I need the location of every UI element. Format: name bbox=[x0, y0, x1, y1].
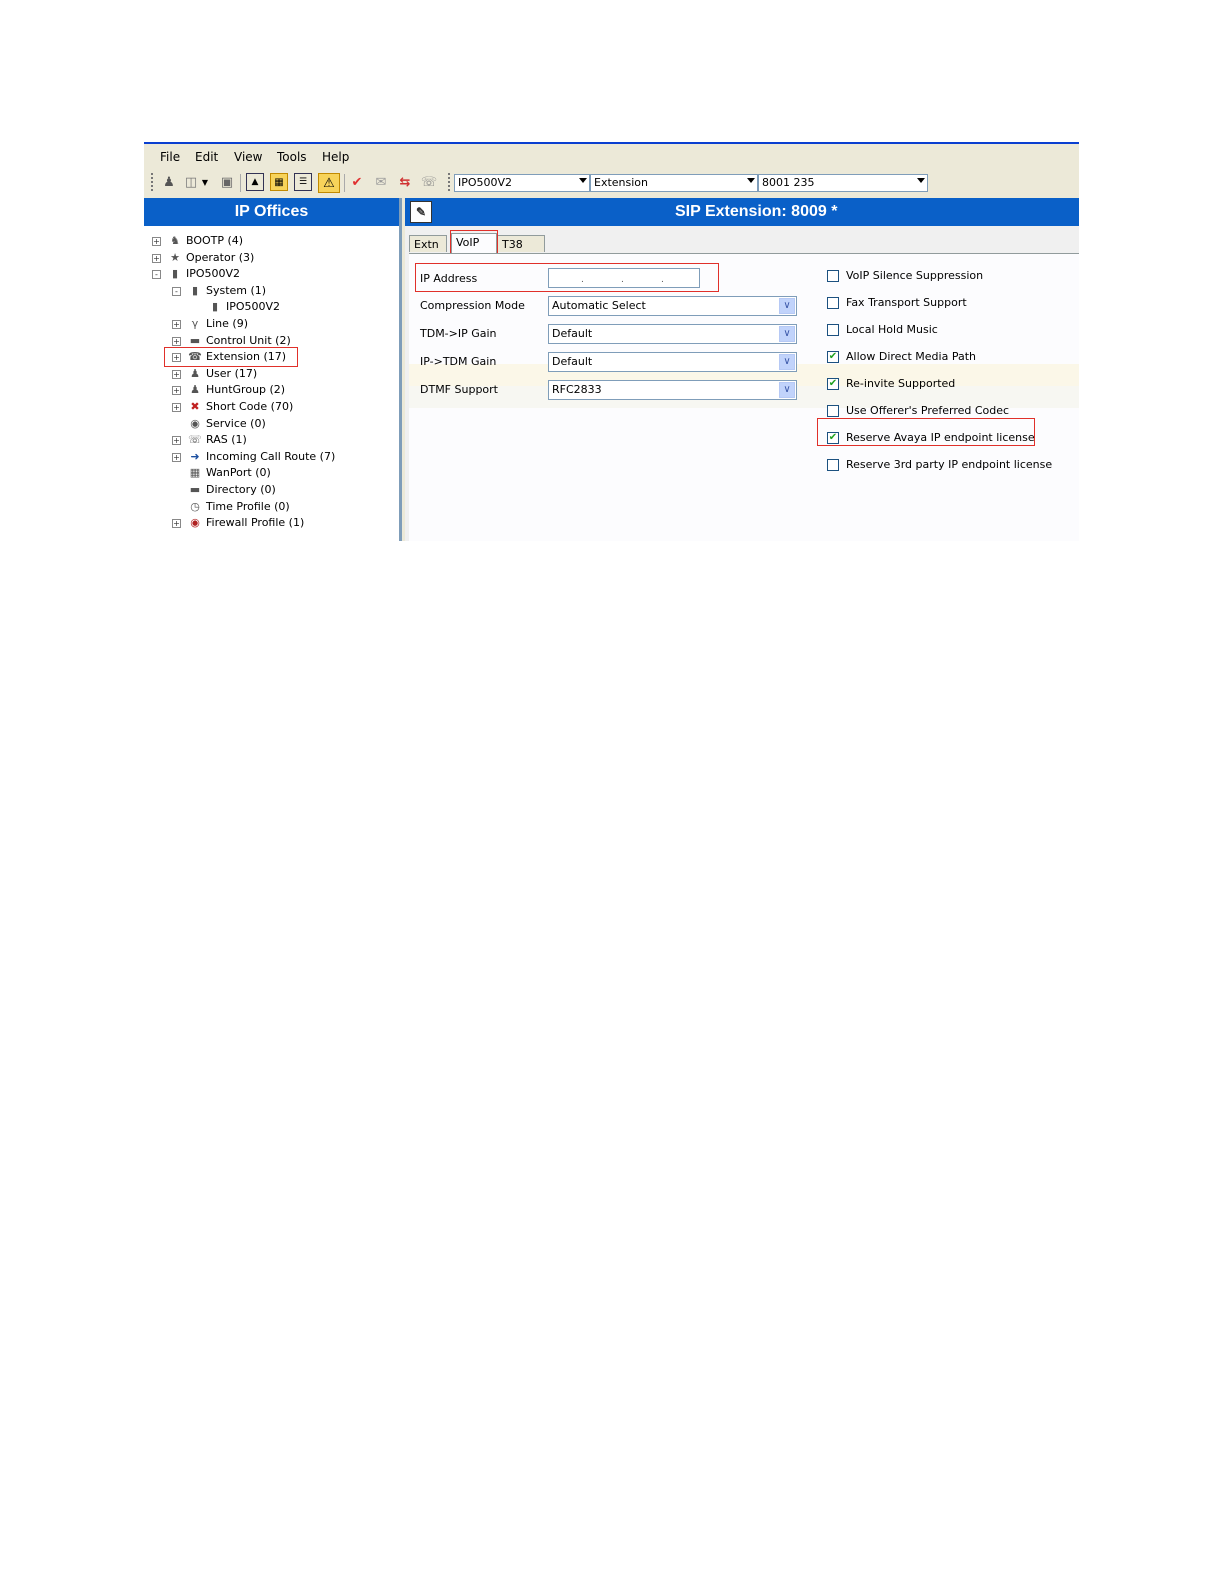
checkbox-checked[interactable]: ✔ bbox=[828, 351, 838, 362]
warning-icon[interactable]: ⚠ bbox=[318, 173, 340, 193]
save-icon[interactable]: ▣ bbox=[220, 174, 234, 190]
expand-icon[interactable]: + bbox=[173, 369, 180, 379]
tree-item[interactable] bbox=[144, 299, 394, 315]
open-folder-icon[interactable]: ◫ bbox=[184, 174, 198, 190]
extension-highlight-box bbox=[164, 347, 298, 367]
expand-icon[interactable]: + bbox=[173, 452, 180, 462]
tree-item[interactable] bbox=[144, 250, 394, 266]
chevron-down-icon[interactable] bbox=[579, 178, 587, 183]
swap-arrows-icon[interactable]: ⇆ bbox=[399, 174, 411, 190]
checkbox-unchecked[interactable] bbox=[827, 459, 839, 471]
control-unit-icon: ▬ bbox=[189, 333, 201, 347]
dropdown-arrow-icon[interactable]: ▼ bbox=[201, 177, 209, 187]
tree-item[interactable] bbox=[144, 432, 394, 448]
checkbox-label: Reserve 3rd party IP endpoint license bbox=[846, 458, 1053, 471]
ip-octet-separator: . bbox=[621, 275, 624, 285]
system-select-value: IPO500V2 bbox=[458, 176, 513, 189]
checkbox-label: Fax Transport Support bbox=[846, 296, 967, 309]
expand-icon[interactable]: + bbox=[173, 353, 180, 363]
tree-item[interactable] bbox=[144, 449, 394, 465]
type-select[interactable] bbox=[590, 174, 758, 192]
validate-check-icon[interactable]: ✔ bbox=[351, 174, 363, 190]
tree-item[interactable] bbox=[144, 366, 394, 382]
chevron-down-icon[interactable] bbox=[747, 178, 755, 183]
toolbar-grip[interactable] bbox=[448, 173, 450, 193]
tree-item-label: Operator (3) bbox=[186, 250, 255, 264]
toolbar-separator bbox=[240, 174, 241, 192]
person-icon: ♞ bbox=[170, 234, 180, 247]
checkbox-unchecked[interactable] bbox=[827, 270, 839, 282]
tree-item-label: HuntGroup (2) bbox=[206, 383, 286, 397]
tree-item[interactable] bbox=[144, 515, 394, 531]
tree-item-label: BOOTP (4) bbox=[186, 234, 244, 247]
chevron-down-icon[interactable] bbox=[917, 178, 925, 183]
tree-item-label: Line (9) bbox=[206, 317, 249, 330]
menu-tools[interactable]: Tools bbox=[277, 150, 307, 164]
compression-mode-select[interactable] bbox=[548, 296, 797, 316]
chevron-down-icon[interactable]: ∨ bbox=[779, 354, 795, 370]
phone-config-icon[interactable]: ☏ bbox=[420, 174, 438, 190]
tree-item-label: Service (0) bbox=[206, 416, 266, 430]
tree-item-label: WanPort (0) bbox=[206, 466, 271, 480]
tree-item-label: Firewall Profile (1) bbox=[206, 516, 305, 530]
ip-offices-panel bbox=[144, 198, 402, 541]
unit-icon: ▮ bbox=[171, 267, 179, 281]
checkbox-unchecked[interactable] bbox=[827, 324, 839, 336]
tree-item[interactable] bbox=[144, 382, 394, 398]
tree-item[interactable] bbox=[144, 266, 394, 282]
compression-mode-value: Automatic Select bbox=[552, 299, 646, 312]
chevron-down-icon[interactable]: ∨ bbox=[779, 326, 795, 342]
clock-icon: ◷ bbox=[190, 499, 200, 513]
tree-item[interactable] bbox=[144, 465, 394, 481]
tdm-ip-gain-label: TDM->IP Gain bbox=[420, 327, 497, 340]
tree-item[interactable] bbox=[144, 283, 394, 299]
checkbox-unchecked[interactable] bbox=[827, 405, 839, 417]
tdm-ip-gain-select[interactable] bbox=[548, 324, 797, 344]
chevron-down-icon[interactable]: ∨ bbox=[779, 298, 795, 314]
compression-mode-label: Compression Mode bbox=[420, 299, 525, 312]
tree-item-label: RAS (1) bbox=[206, 433, 247, 447]
tree-item-label: IPO500V2 bbox=[186, 267, 241, 281]
checkbox-label: Use Offerer's Preferred Codec bbox=[846, 404, 1010, 417]
tree-item-label: Time Profile (0) bbox=[206, 499, 290, 513]
service-icon: ◉ bbox=[190, 416, 200, 430]
expand-icon[interactable]: + bbox=[153, 237, 160, 246]
collapse-icon[interactable]: - bbox=[172, 287, 181, 296]
tree-item-label: IPO500V2 bbox=[226, 300, 281, 314]
panel-title: IP Offices bbox=[144, 198, 399, 226]
tree-item[interactable] bbox=[144, 482, 394, 498]
ip-address-label: IP Address bbox=[420, 272, 478, 285]
incoming-call-route-icon: ➜ bbox=[190, 449, 200, 463]
tab-extn[interactable]: Extn bbox=[409, 235, 447, 252]
expand-icon[interactable]: + bbox=[153, 253, 160, 263]
operator-icon: ★ bbox=[170, 250, 180, 264]
wanport-icon: ▦ bbox=[189, 466, 201, 480]
checkbox-checked[interactable]: ✔ bbox=[828, 378, 838, 389]
line-icon: γ bbox=[191, 317, 199, 330]
ip-tdm-gain-label: IP->TDM Gain bbox=[420, 355, 497, 368]
ip-address-highlight-box bbox=[415, 263, 719, 292]
item-select-value: 8001 235 bbox=[762, 176, 815, 189]
tab-t38-fax[interactable]: T38 bbox=[497, 235, 545, 252]
tree-item-label: Directory (0) bbox=[206, 483, 276, 496]
tree-item[interactable] bbox=[144, 416, 394, 432]
dtmf-support-label: DTMF Support bbox=[420, 383, 498, 396]
tree-item-label: Extension (17) bbox=[206, 350, 287, 364]
checkbox-label: Allow Direct Media Path bbox=[846, 350, 976, 363]
checkbox-label: VoIP Silence Suppression bbox=[846, 269, 984, 282]
tree-item[interactable] bbox=[144, 316, 394, 332]
voip-tab-content bbox=[409, 253, 1079, 541]
send-icon[interactable]: ✉ bbox=[375, 174, 387, 190]
sip-extension-panel bbox=[405, 198, 1079, 541]
expand-icon[interactable]: + bbox=[173, 320, 180, 329]
expand-icon[interactable]: + bbox=[173, 336, 180, 346]
directory-icon: ▬ bbox=[189, 483, 201, 496]
checkbox-label: Local Hold Music bbox=[846, 323, 938, 336]
menu-bar bbox=[144, 148, 1079, 168]
toolbar-separator bbox=[344, 174, 345, 192]
tree-item-label: Control Unit (2) bbox=[206, 333, 291, 347]
checkbox-checked[interactable]: ✔ bbox=[828, 432, 838, 443]
ip-tdm-gain-value: Default bbox=[552, 355, 593, 368]
ras-icon: ☏ bbox=[188, 433, 202, 447]
ip-octet-separator: . bbox=[581, 275, 584, 285]
tab-strip bbox=[409, 233, 1069, 253]
tree-item[interactable] bbox=[144, 399, 394, 415]
short-code-icon: ✖ bbox=[190, 400, 200, 413]
panel-header bbox=[405, 198, 1079, 226]
ip-tdm-gain-select[interactable] bbox=[548, 352, 797, 372]
menu-edit[interactable]: Edit bbox=[195, 150, 219, 164]
checkbox-label: Reserve Avaya IP endpoint license bbox=[846, 431, 1035, 444]
tree-item-label: System (1) bbox=[206, 283, 267, 297]
expand-icon[interactable]: + bbox=[173, 519, 180, 529]
firewall-icon: ◉ bbox=[190, 516, 200, 530]
tree-item[interactable] bbox=[144, 233, 394, 249]
avaya-license-highlight-box bbox=[817, 418, 1035, 446]
toolbar bbox=[144, 170, 1079, 196]
item-select[interactable] bbox=[758, 174, 928, 192]
collapse-icon[interactable]: - bbox=[152, 270, 161, 279]
expand-icon[interactable]: + bbox=[173, 386, 180, 396]
chevron-down-icon[interactable]: ∨ bbox=[779, 382, 795, 398]
toolbar-grip[interactable] bbox=[151, 173, 153, 193]
checkbox-unchecked[interactable] bbox=[827, 297, 839, 309]
menu-view[interactable]: View bbox=[234, 150, 263, 164]
user-icon[interactable]: ♟ bbox=[163, 174, 175, 190]
ip-octet-separator: . bbox=[661, 275, 664, 285]
tree-item-label: Short Code (70) bbox=[206, 400, 294, 413]
tree-item-label: User (17) bbox=[206, 366, 258, 380]
tab-voip[interactable]: VoIP bbox=[451, 233, 497, 253]
tree-view-icon[interactable]: ▦ bbox=[270, 173, 288, 191]
user-icon: ♟ bbox=[190, 366, 200, 380]
type-select-value: Extension bbox=[594, 176, 649, 189]
dtmf-support-value: RFC2833 bbox=[552, 383, 602, 396]
system-icon: ▮ bbox=[191, 283, 199, 297]
tree-item-label: Incoming Call Route (7) bbox=[206, 449, 336, 463]
unit-icon: ▮ bbox=[211, 300, 219, 314]
checkbox-label: Re-invite Supported bbox=[846, 377, 956, 390]
expand-icon[interactable]: + bbox=[173, 436, 180, 446]
menu-file[interactable]: File bbox=[160, 150, 181, 164]
extension-icon: ☎ bbox=[188, 350, 202, 364]
tree-item[interactable] bbox=[144, 499, 394, 515]
huntgroup-icon: ♟ bbox=[190, 383, 200, 397]
system-select[interactable] bbox=[454, 174, 590, 192]
tdm-ip-gain-value: Default bbox=[552, 327, 593, 340]
dtmf-support-select[interactable] bbox=[548, 380, 797, 400]
app-window bbox=[144, 142, 1079, 541]
voip-tab-highlight-box bbox=[450, 230, 498, 254]
edit-form-icon: ✎ bbox=[410, 201, 432, 223]
panel-title: SIP Extension: 8009 * bbox=[675, 203, 838, 220]
move-up-icon[interactable]: ▲ bbox=[246, 173, 264, 191]
menu-help[interactable]: Help bbox=[322, 150, 350, 164]
expand-icon[interactable]: + bbox=[173, 403, 180, 412]
list-view-icon[interactable]: ☰ bbox=[294, 173, 312, 191]
